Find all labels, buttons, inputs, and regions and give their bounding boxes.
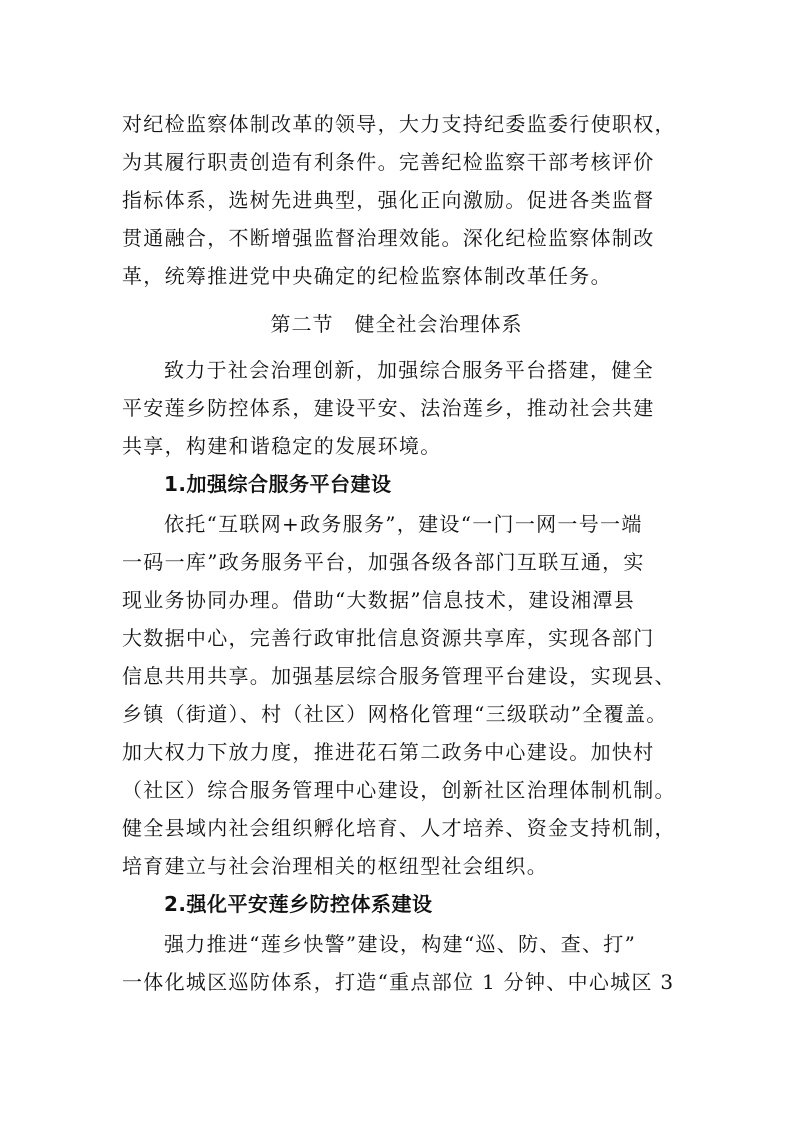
paragraph-1-line-1: 对纪检监察体制改革的领导，大力支持纪委监委行使职权， (122, 112, 676, 136)
paragraph-3-line-2: 一码一库”政务服务平台，加强各级各部门互联互通，实 (122, 550, 645, 574)
paragraph-2-line-2: 平安莲乡防控体系，建设平安、法治莲乡，推动社会共建 (122, 396, 655, 420)
paragraph-3-line-1: 依托“互联网+政务服务”，建设“一门一网一号一端 (164, 512, 643, 536)
subheading-2: 2.强化平安莲乡防控体系建设 (164, 892, 433, 916)
paragraph-1-line-2: 为其履行职责创造有利条件。完善纪检监察干部考核评价 (122, 150, 655, 174)
paragraph-2-line-3: 共享，构建和谐稳定的发展环境。 (122, 434, 442, 458)
paragraph-3-line-7: 加大权力下放力度，推进花石第二政务中心建设。加快村 (122, 740, 655, 764)
paragraph-3-line-4: 大数据中心，完善行政审批信息资源共享库，实现各部门 (122, 626, 655, 650)
paragraph-4-line-2: 一体化城区巡防体系，打造“重点部位 1 分钟、中心城区 3 (122, 970, 675, 994)
paragraph-1-line-4: 贯通融合，不断增强监督治理效能。深化纪检监察体制改 (122, 226, 655, 250)
paragraph-3-line-6: 乡镇（街道）、村（社区）网格化管理“三级联动”全覆盖。 (122, 702, 668, 726)
paragraph-1-line-3: 指标体系，选树先进典型，强化正向激励。促进各类监督 (122, 188, 655, 212)
paragraph-3-line-8: （社区）综合服务管理中心建设，创新社区治理体制机制。 (122, 778, 676, 802)
subheading-1: 1.加强综合服务平台建设 (164, 472, 392, 496)
paragraph-3-line-5: 信息共用共享。加强基层综合服务管理平台建设，实现县、 (122, 664, 676, 688)
paragraph-3-line-9: 健全县域内社会组织孵化培育、人才培养、资金支持机制， (122, 816, 676, 840)
section-title: 第二节 健全社会治理体系 (270, 312, 523, 336)
paragraph-3-line-3: 现业务协同办理。借助“大数据”信息技术，建设湘潭县 (122, 588, 635, 612)
paragraph-2-line-1: 致力于社会治理创新，加强综合服务平台搭建，健全 (164, 358, 654, 382)
paragraph-3-line-10: 培育建立与社会治理相关的枢纽型社会组织。 (122, 854, 548, 878)
paragraph-4-line-1: 强力推进“莲乡快警”建设，构建“巡、防、查、打” (164, 932, 637, 956)
paragraph-1-line-5: 革，统筹推进党中央确定的纪检监察体制改革任务。 (122, 264, 612, 288)
